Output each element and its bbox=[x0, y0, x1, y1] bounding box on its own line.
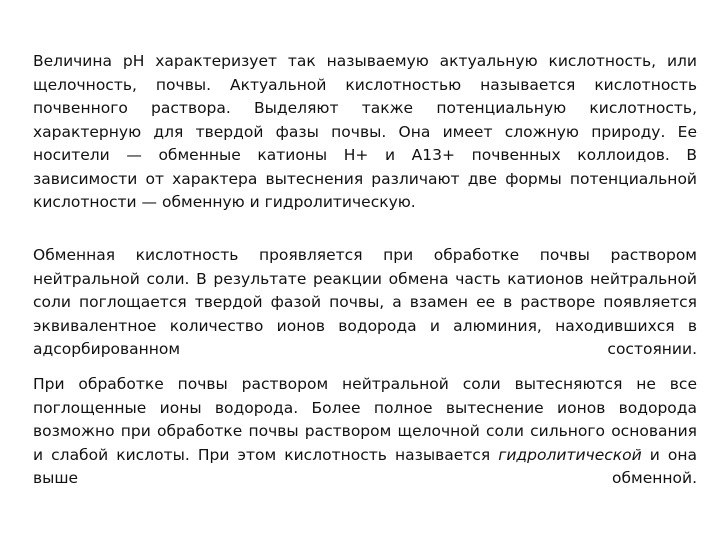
emphasized-term: гидролитической bbox=[498, 445, 642, 464]
paragraph-hydrolytic-acidity bbox=[33, 373, 697, 491]
paragraph-ph-acidity: Величина рН характеризует так называемую актуальную кислотность, или щелочность, почвы. Актуальной кислотностью называется кислотность почвенного раствора. Выделяют также потенциальную кислотность, характерную для твердой фазы почвы. Она имеет сложную природу. Ее носители — обменные катионы Н+ и А13+ почвенных коллоидов. В зависимости от характера вытеснения различают две формы потенциальной кислотности — обменную и гидролитическую. bbox=[33, 52, 697, 211]
paragraph-exchange-acidity: Обменная кислотность проявляется при обработке почвы раствором нейтральной соли. В результате реакции обмена часть катионов нейтральной соли поглощается твердой фазой почвы, а взамен ее в растворе появляется эквивалентное количество ионов водорода и алюминия, находившихся в адсорбированном состоянии. bbox=[33, 246, 697, 358]
paragraph-text-before-emphasis: При обработке почвы раствором нейтральной соли вытесняются не все поглощенные ионы водорода. Более полное вытеснение ионов водорода возможно при обработке почвы раствором щелочной соли сильного основания и слабой кислоты. При этом кислотность называется bbox=[33, 375, 697, 464]
paragraph-text-after-emphasis: и она выше обменной. bbox=[33, 445, 697, 487]
